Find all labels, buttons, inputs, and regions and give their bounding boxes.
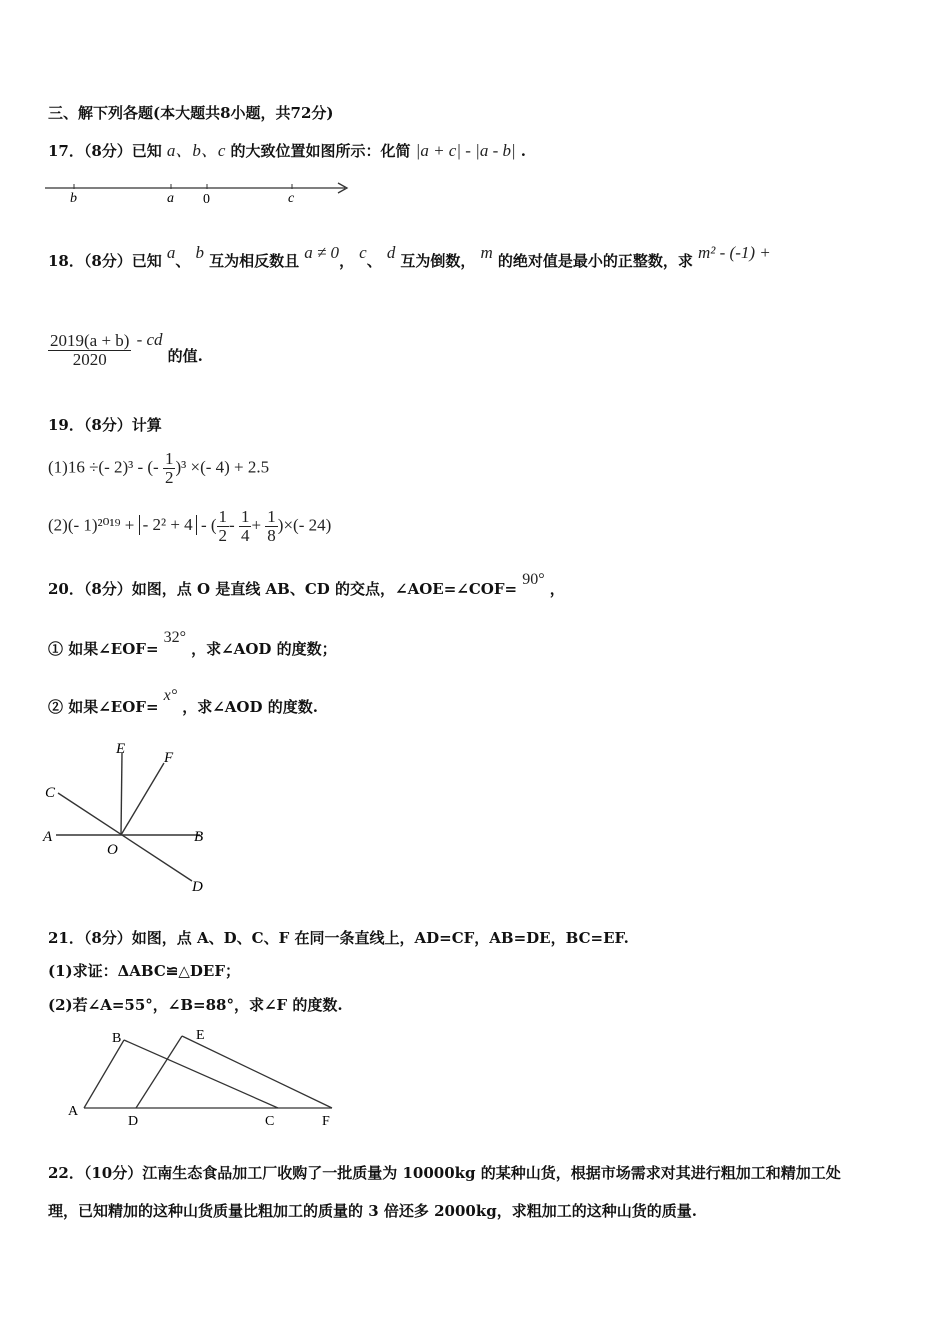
q18-condition: a ≠ 0 xyxy=(304,243,340,262)
q19-p2-f1-num: 1 xyxy=(218,507,228,526)
q17-text: 的大致位置如图所示：化简 xyxy=(230,142,411,160)
q19-p2-fraction-3 xyxy=(265,508,278,545)
q18-var-m: m xyxy=(480,243,493,262)
q20-item-2 xyxy=(48,687,318,717)
label-c: c xyxy=(288,191,295,206)
q19-p2-text-c: )×(- 24) xyxy=(277,515,332,535)
q19-p2-fraction-2 xyxy=(239,508,252,545)
q19-p2-f1-den: 2 xyxy=(218,526,228,545)
segment-ef xyxy=(182,1036,332,1108)
q19-p1-text-a: (1)16 ÷(- 2)³ - (- xyxy=(48,457,159,477)
q19-p2-text-b: - ( xyxy=(200,515,217,535)
q20-angle: 90° xyxy=(522,571,545,588)
segment-ab xyxy=(84,1040,124,1108)
q18-fraction-denominator: 2020 xyxy=(72,350,107,369)
q20-item1-value: 32° xyxy=(163,629,187,646)
q20-item1-tail: ，求∠AOD 的度数； xyxy=(191,640,337,658)
label-F: F xyxy=(164,750,174,766)
label-a: a xyxy=(167,191,174,206)
q19-p2-absolute-value: - 2² + 4 xyxy=(139,515,197,535)
q18-sep-2: 、 xyxy=(366,252,382,270)
q22-line-2: 理，已知精加的这种山货质量比粗加工的质量的 3 倍还多 2000kg，求粗加工的这种山货的质量. xyxy=(48,1202,697,1220)
q19-p2-text-a: (2)(- 1)²⁰¹⁹ + xyxy=(48,515,135,535)
triangle-figure xyxy=(60,1022,350,1132)
q18-var-a: a xyxy=(166,243,176,262)
q18-expression-2: - cd xyxy=(136,330,163,349)
label-C: C xyxy=(45,785,56,801)
q20-item2-tail: ，求∠AOD 的度数. xyxy=(182,698,318,716)
ray-of xyxy=(121,763,164,835)
label-B: B xyxy=(112,1031,122,1046)
q19-part-1 xyxy=(48,450,269,487)
q18-number: 18．（8分）已知 xyxy=(48,252,162,270)
label-A: A xyxy=(43,829,53,845)
q17-vars: a、b、c xyxy=(166,141,226,160)
q18-var-d: d xyxy=(386,243,396,262)
q18-fraction xyxy=(48,332,131,369)
label-A: A xyxy=(68,1104,79,1119)
q20-item2-text: ② 如果∠EOF= xyxy=(48,698,159,716)
q21-part-2: (2)若∠A=55°，∠B=88°，求∠F 的度数. xyxy=(48,996,343,1014)
question-17 xyxy=(48,136,526,161)
q19-p2-plus: + xyxy=(251,515,262,535)
q19-title: 19．（8分）计算 xyxy=(48,416,162,434)
q18-expression-1: m² - (-1) + xyxy=(698,243,771,262)
q19-p1-fraction xyxy=(163,450,176,487)
q18-sep: 、 xyxy=(175,252,191,270)
label-zero: 0 xyxy=(203,192,210,207)
q19-p1-frac-num: 1 xyxy=(164,449,174,468)
q18-continuation xyxy=(48,332,203,369)
q20-item-1 xyxy=(48,629,337,659)
q18-text-3: 的绝对值是最小的正整数，求 xyxy=(497,252,693,270)
q20-comma: ， xyxy=(549,580,565,598)
q18-fraction-numerator: 2019(a + b) xyxy=(50,331,130,350)
q17-end: . xyxy=(520,142,527,160)
q19-p2-f3-den: 8 xyxy=(267,526,276,545)
q19-p2-f2-den: 4 xyxy=(240,526,250,545)
label-C: C xyxy=(265,1114,275,1129)
q17-expression: |a + c| - |a - b| xyxy=(415,141,516,160)
q19-p2-minus: - xyxy=(229,515,235,535)
question-18 xyxy=(48,243,771,271)
ray-oe xyxy=(121,753,122,835)
q18-var-c: c xyxy=(359,243,367,262)
q18-tail: 的值. xyxy=(167,347,203,365)
label-B: B xyxy=(194,829,204,845)
q18-var-b: b xyxy=(195,243,205,262)
label-E: E xyxy=(196,1028,205,1043)
q19-part-2 xyxy=(48,508,331,545)
angle-figure xyxy=(40,735,220,900)
number-line-figure xyxy=(40,172,360,212)
label-b: b xyxy=(70,191,77,206)
q20-item1-text: ① 如果∠EOF= xyxy=(48,640,159,658)
q20-line-1 xyxy=(48,571,565,599)
segment-de xyxy=(136,1036,182,1108)
q21-line-1: 21．（8分）如图，点 A、D、C、F 在同一条直线上，AD=CF，AB=DE，BC=EF. xyxy=(48,929,629,947)
label-E: E xyxy=(116,741,126,757)
q19-p2-f3-num: 1 xyxy=(267,507,276,526)
q18-text-2: 互为倒数， xyxy=(400,252,476,270)
q20-text: 20．（8分）如图，点 O 是直线 AB、CD 的交点，∠AOE=∠COF= xyxy=(48,580,518,598)
label-F: F xyxy=(322,1114,330,1129)
q18-comma: ， xyxy=(339,252,355,270)
q19-p1-frac-den: 2 xyxy=(164,468,174,487)
q18-text-1: 互为相反数且 xyxy=(209,252,300,270)
label-O: O xyxy=(107,842,118,858)
q19-p2-fraction-1 xyxy=(217,508,230,545)
label-D: D xyxy=(192,879,203,895)
label-D: D xyxy=(128,1114,139,1129)
q19-p2-f2-num: 1 xyxy=(240,507,250,526)
q20-item2-value: x° xyxy=(163,687,178,704)
q21-part-1: (1)求证：ΔABC≌△DEF； xyxy=(48,962,240,980)
q19-p1-text-b: )³ ×(- 4) + 2.5 xyxy=(175,457,270,477)
segment-bc xyxy=(124,1040,278,1108)
q22-line-1: 22．（10分）江南生态食品加工厂收购了一批质量为 10000kg 的某种山货，根据市场需求对其进行粗加工和精加工处 xyxy=(48,1164,841,1182)
q17-number: 17．（8分）已知 xyxy=(48,142,162,160)
line-cd xyxy=(58,793,192,881)
section-title: 三、解下列各题(本大题共8小题，共72分) xyxy=(48,104,334,122)
